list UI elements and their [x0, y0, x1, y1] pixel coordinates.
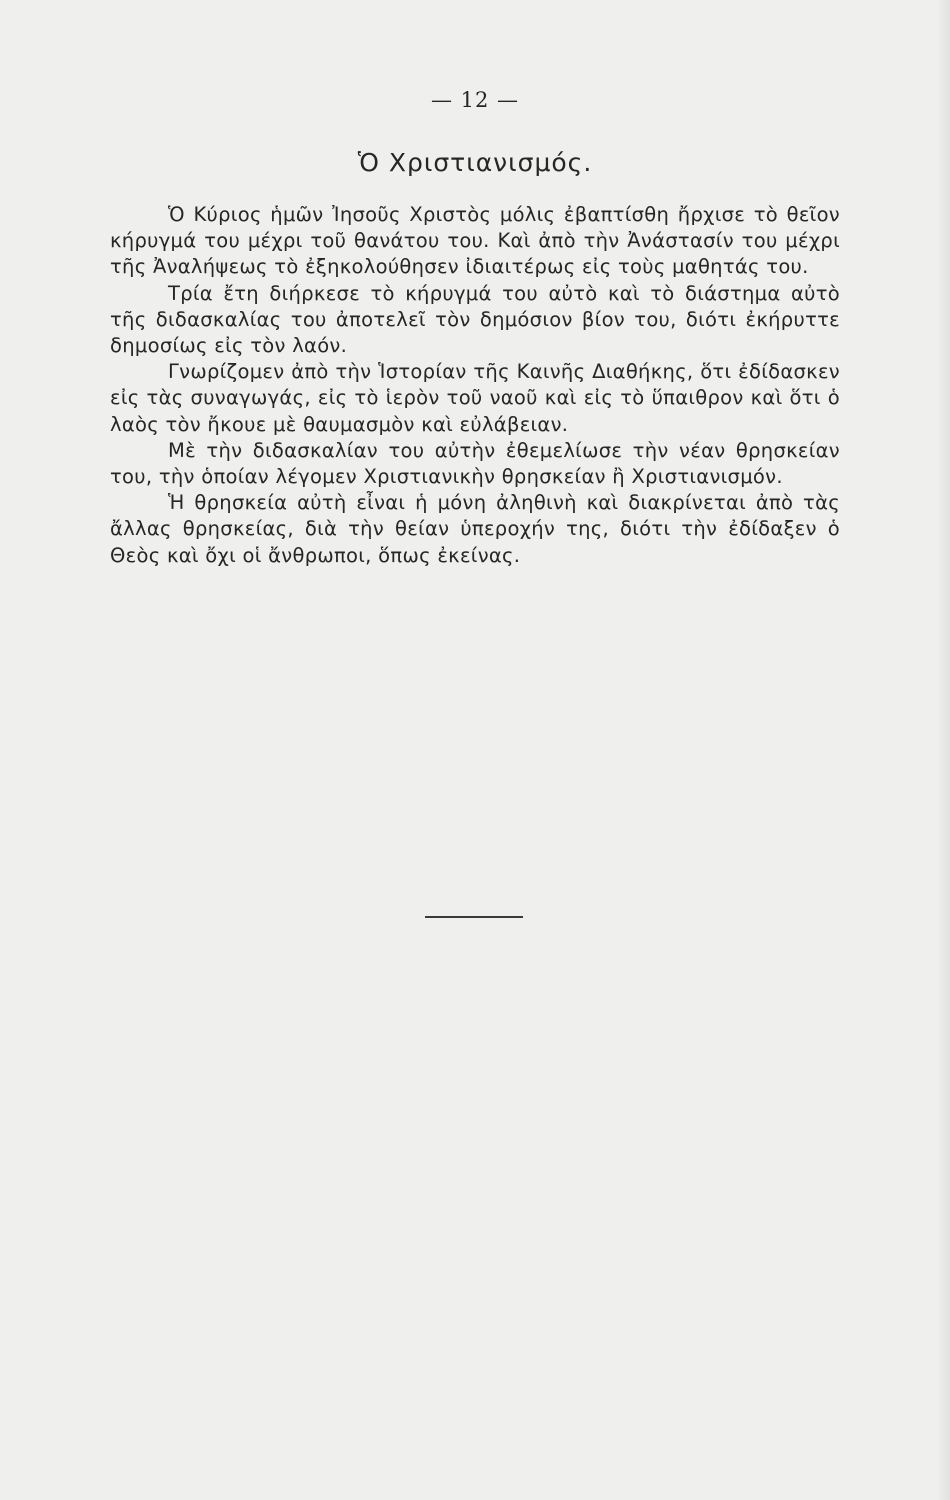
paragraph: Γνωρίζομεν ἀπὸ τὴν Ἱστορίαν τῆς Καινῆς Διαθήκης, ὅτι ἐδίδασκεν εἰς τὰς συναγωγάς, εἰς τὸ ἱερὸν τοῦ ναοῦ καὶ εἰς τὸ ὕπαιθρον καὶ ὅτι ὁ λαὸς τὸν ἤκουε μὲ θαυμασμὸν καὶ εὐλάβειαν. — [110, 360, 840, 436]
page-edge-shadow — [936, 0, 950, 1500]
body-text — [110, 202, 840, 569]
paragraph: Τρία ἔτη διήρκεσε τὸ κήρυγμά του αὐτὸ καὶ τὸ διάστημα αὐτὸ τῆς διδασκαλίας του ἀποτελεῖ τὸν δημόσιον βίον του, διότι ἐκήρυττε δημοσίως εἰς τὸν λαόν. — [110, 281, 840, 358]
section-divider — [425, 916, 523, 918]
chapter-title: Ὁ Χριστιανισμός. — [357, 148, 593, 177]
paragraph: Ὁ Κύριος ἡμῶν Ἰησοῦς Χριστὸς μόλις ἐβαπτίσθη ἤρχισε τὸ θεῖον κήρυγμά του μέχρι τοῦ θανάτου του. Καὶ ἀπὸ τὴν Ἀνάστασίν του μέχρι τῆς Ἀναλήψεως τὸ ἐξηκολούθησεν ἰδιαιτέρως εἰς τοὺς μαθητάς του. — [110, 203, 840, 279]
page-number: — 12 — — [430, 88, 520, 112]
paragraph: Μὲ τὴν διδασκαλίαν του αὐτὴν ἐθεμελίωσε τὴν νέαν θρησκείαν του, τὴν ὁποίαν λέγομεν Χριστιανικὴν θρησκείαν ἢ Χριστιανισμόν. — [110, 438, 840, 489]
paragraph: Ἡ θρησκεία αὐτὴ εἶναι ἡ μόνη ἀληθινὴ καὶ διακρίνεται ἀπὸ τὰς ἄλλας θρησκείας, διὰ τὴν θείαν ὑπεροχήν της, διότι τὴν ἐδίδαξεν ὁ Θεὸς καὶ ὄχι οἱ ἄνθρωποι, ὅπως ἐκείνας. — [110, 491, 840, 567]
